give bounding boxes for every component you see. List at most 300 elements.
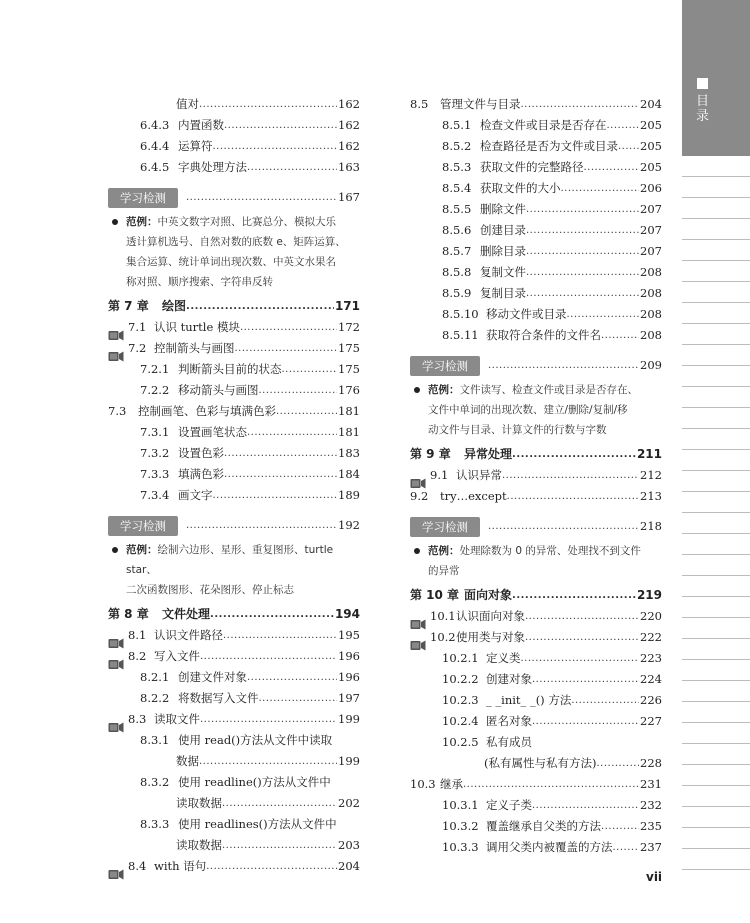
toc-entry-number: 10.1 bbox=[430, 609, 456, 623]
bullet-icon bbox=[112, 547, 118, 553]
toc-entry bbox=[410, 837, 662, 858]
leader-dots bbox=[222, 835, 337, 856]
toc-entry-page: 207 bbox=[640, 244, 662, 258]
toc-entry-number: 9.2 bbox=[410, 489, 429, 503]
toc-entry bbox=[108, 688, 360, 709]
toc-entry-number: 10.3.1 bbox=[442, 798, 479, 812]
chapter-heading bbox=[108, 296, 360, 317]
toc-entry bbox=[410, 115, 662, 136]
toc-entry bbox=[108, 317, 360, 338]
toc-entry-title: 将数据写入文件 bbox=[178, 691, 259, 705]
toc-entry-number: 10.2.1 bbox=[442, 651, 479, 665]
leader-dots bbox=[507, 486, 639, 507]
toc-entry bbox=[108, 136, 360, 157]
study-check-entry bbox=[410, 511, 662, 537]
toc-entry bbox=[108, 856, 360, 877]
leader-dots bbox=[463, 774, 639, 795]
toc-entry-title: 填满色彩 bbox=[178, 467, 224, 481]
toc-entry-page: 208 bbox=[640, 265, 662, 279]
toc-entry bbox=[410, 486, 662, 507]
toc-entry-title: 字典处理方法 bbox=[178, 160, 247, 174]
toc-entry-number: 8.5.10 bbox=[442, 307, 479, 321]
toc-entry-title: 检查路径是否为文件或目录 bbox=[480, 139, 618, 153]
toc-entry-number: 8.2.1 bbox=[140, 670, 170, 684]
toc-entry-page: 212 bbox=[640, 468, 662, 482]
toc-entry-number: 10.3.3 bbox=[442, 840, 479, 854]
toc-entry-number: 8.2 bbox=[128, 649, 147, 663]
leader-dots bbox=[613, 837, 640, 858]
toc-entry-number: 10.2.3 bbox=[442, 693, 479, 707]
toc-entry bbox=[108, 835, 360, 856]
toc-entry-page: 205 bbox=[640, 139, 662, 153]
toc-entry bbox=[410, 711, 662, 732]
toc-entry-page: 196 bbox=[338, 670, 360, 684]
toc-entry-number: 10.2 bbox=[430, 630, 456, 644]
toc-entry-title: 删除文件 bbox=[480, 202, 526, 216]
page-number: vii bbox=[646, 870, 663, 884]
leader-dots bbox=[213, 485, 338, 506]
toc-entry bbox=[108, 338, 360, 359]
toc-entry-title: 写入文件 bbox=[154, 649, 200, 663]
side-tab-label: 目录 bbox=[696, 94, 710, 124]
leader-dots bbox=[224, 115, 337, 136]
toc-entry-title: 私有成员 bbox=[486, 735, 532, 749]
toc-entry-title: 值对 bbox=[176, 97, 199, 111]
toc-entry bbox=[410, 465, 662, 486]
toc-entry-number: 6.4.5 bbox=[140, 160, 170, 174]
study-check-entry bbox=[108, 510, 360, 536]
chapter-page: 219 bbox=[636, 588, 662, 602]
toc-entry-number: 8.5 bbox=[410, 97, 429, 111]
leader-dots bbox=[532, 795, 639, 816]
toc-entry-page: 202 bbox=[338, 796, 360, 810]
example-block bbox=[108, 212, 360, 292]
toc-entry-page: 226 bbox=[640, 693, 662, 707]
example-block bbox=[410, 380, 662, 440]
chapter-page: 194 bbox=[334, 607, 360, 621]
toc-entry-title: 复制目录 bbox=[480, 286, 526, 300]
video-icon bbox=[410, 616, 426, 627]
toc-entry-page: 223 bbox=[640, 651, 662, 665]
toc-entry-number: 8.5.11 bbox=[442, 328, 479, 342]
toc-entry-title: 内置函数 bbox=[178, 118, 224, 132]
toc-entry-title: (私有属性与私有方法) bbox=[484, 756, 597, 770]
toc-entry bbox=[410, 795, 662, 816]
toc-entry-page: 222 bbox=[640, 630, 662, 644]
example-line: 中英文数字对照、比赛总分、模拟大乐 bbox=[157, 216, 336, 228]
toc-entry-number: 10.2.5 bbox=[442, 735, 479, 749]
toc-entry-title: 创建文件对象 bbox=[178, 670, 247, 684]
toc-entry bbox=[410, 304, 662, 325]
leader-dots bbox=[525, 606, 639, 627]
video-icon bbox=[410, 637, 426, 648]
toc-entry-page: 237 bbox=[640, 840, 662, 854]
toc-entry-page: 213 bbox=[640, 489, 662, 503]
toc-entry bbox=[410, 753, 662, 774]
leader-dots bbox=[186, 296, 334, 317]
bullet-icon bbox=[414, 387, 420, 393]
leader-dots bbox=[200, 709, 337, 730]
leader-dots bbox=[521, 648, 640, 669]
toc-entry bbox=[108, 814, 360, 835]
toc-entry-title: 认识文件路径 bbox=[154, 628, 223, 642]
study-check-badge: 学习检测 bbox=[108, 188, 178, 208]
leader-dots bbox=[206, 856, 337, 877]
toc-entry bbox=[108, 772, 360, 793]
toc-entry bbox=[410, 157, 662, 178]
example-line: 称对照、顺序搜索、字符串反转 bbox=[126, 276, 273, 288]
toc-entry-page: 228 bbox=[640, 756, 662, 770]
toc-entry-title: 判断箭头目前的状态 bbox=[178, 362, 282, 376]
example-line: 的异常 bbox=[428, 565, 460, 577]
leader-dots bbox=[186, 515, 337, 536]
toc-entry-number: 8.3 bbox=[128, 712, 147, 726]
toc-entry-page: 227 bbox=[640, 714, 662, 728]
toc-entry-number: 7.2.2 bbox=[140, 383, 170, 397]
leader-dots bbox=[607, 115, 640, 136]
toc-entry bbox=[410, 136, 662, 157]
leader-dots bbox=[224, 443, 337, 464]
example-label: 范例： bbox=[126, 544, 158, 556]
toc-entry bbox=[410, 732, 662, 753]
example-line: 动文件与目录、计算文件的行数与字数 bbox=[428, 424, 607, 436]
leader-dots bbox=[584, 157, 640, 178]
toc-entry-title: 管理文件与目录 bbox=[440, 97, 521, 111]
toc-entry-page: 220 bbox=[640, 609, 662, 623]
toc-entry-number: 9.1 bbox=[430, 468, 449, 482]
toc-entry-number: 6.4.4 bbox=[140, 139, 170, 153]
leader-dots bbox=[596, 753, 639, 774]
toc-entry-page: 204 bbox=[338, 859, 360, 873]
toc-entry-page: 199 bbox=[338, 754, 360, 768]
toc-entry bbox=[410, 648, 662, 669]
toc-entry bbox=[410, 669, 662, 690]
video-icon bbox=[108, 656, 124, 667]
example-label: 范例： bbox=[126, 216, 158, 228]
leader-dots bbox=[512, 585, 636, 606]
toc-entry bbox=[410, 199, 662, 220]
leader-dots bbox=[618, 136, 639, 157]
toc-entry-page: 184 bbox=[338, 467, 360, 481]
example-line: 文件中单词的出现次数、建立/删除/复制/移 bbox=[428, 404, 628, 416]
toc-entry-number: 8.3.3 bbox=[140, 817, 170, 831]
toc-entry-title: 获取文件的完整路径 bbox=[480, 160, 584, 174]
toc-entry-number: 8.3.1 bbox=[140, 733, 170, 747]
video-icon bbox=[108, 327, 124, 338]
leader-dots bbox=[259, 380, 338, 401]
example-label: 范例： bbox=[428, 545, 460, 557]
side-tab-band bbox=[682, 0, 750, 156]
toc-entry-title: 认识 turtle 模块 bbox=[154, 320, 240, 334]
study-check-page: 218 bbox=[640, 519, 662, 533]
leader-dots bbox=[525, 627, 639, 648]
chapter-page: 211 bbox=[636, 447, 662, 461]
toc-entry bbox=[108, 464, 360, 485]
chapter-title: 绘图 bbox=[162, 299, 187, 313]
toc-entry bbox=[108, 667, 360, 688]
study-check-page: 167 bbox=[338, 190, 360, 204]
toc-entry-page: 232 bbox=[640, 798, 662, 812]
toc-entry bbox=[108, 625, 360, 646]
toc-entry-title: 获取符合条件的文件名 bbox=[486, 328, 601, 342]
toc-entry-page: 162 bbox=[338, 139, 360, 153]
leader-dots bbox=[276, 401, 337, 422]
toc-entry-number: 7.2.1 bbox=[140, 362, 170, 376]
toc-entry-page: 204 bbox=[640, 97, 662, 111]
leader-dots bbox=[601, 325, 639, 346]
toc-entry-number: 8.4 bbox=[128, 859, 147, 873]
toc-entry-page: 208 bbox=[640, 328, 662, 342]
chapter-title: 异常处理 bbox=[464, 447, 513, 461]
chapter-number: 第 7 章 bbox=[108, 299, 149, 313]
toc-entry-page: 208 bbox=[640, 307, 662, 321]
toc-entry-title: 使用 readlines()方法从文件中 bbox=[178, 817, 337, 831]
toc-right-column bbox=[410, 94, 662, 858]
leader-dots bbox=[488, 516, 639, 537]
leader-dots bbox=[526, 283, 639, 304]
toc-entry bbox=[108, 793, 360, 814]
toc-entry-page: 181 bbox=[338, 404, 360, 418]
toc-entry bbox=[108, 709, 360, 730]
toc-entry-title: 删除目录 bbox=[480, 244, 526, 258]
toc-entry-number: 7.3.1 bbox=[140, 425, 170, 439]
toc-entry-page: 231 bbox=[640, 777, 662, 791]
toc-entry-number: 10.2.4 bbox=[442, 714, 479, 728]
leader-dots bbox=[213, 136, 338, 157]
toc-entry-number: 8.5.3 bbox=[442, 160, 472, 174]
leader-dots bbox=[512, 444, 636, 465]
toc-entry-page: 208 bbox=[640, 286, 662, 300]
toc-entry-page: 207 bbox=[640, 223, 662, 237]
toc-entry-title: 调用父类内被覆盖的方法 bbox=[486, 840, 613, 854]
toc-entry-page: 197 bbox=[338, 691, 360, 705]
toc-left-column bbox=[108, 94, 360, 877]
toc-entry bbox=[410, 94, 662, 115]
study-check-entry bbox=[108, 182, 360, 208]
toc-entry-title: 设置色彩 bbox=[178, 446, 224, 460]
toc-entry bbox=[410, 774, 662, 795]
toc-entry-page: 235 bbox=[640, 819, 662, 833]
toc-entry bbox=[108, 401, 360, 422]
toc-entry-title: 继承 bbox=[440, 777, 463, 791]
toc-entry-number: 8.5.8 bbox=[442, 265, 472, 279]
side-tab bbox=[682, 0, 750, 923]
toc-entry-number: 7.3 bbox=[108, 404, 127, 418]
leader-dots bbox=[223, 625, 337, 646]
example-line: 绘制六边形、星形、重复图形、turtle star、 bbox=[126, 544, 334, 576]
toc-entry-number: 8.1 bbox=[128, 628, 147, 642]
toc-entry-page: 189 bbox=[338, 488, 360, 502]
toc-entry-number: 8.5.9 bbox=[442, 286, 472, 300]
toc-entry-page: 162 bbox=[338, 118, 360, 132]
toc-entry-page: 199 bbox=[338, 712, 360, 726]
toc-entry-number: 6.4.3 bbox=[140, 118, 170, 132]
toc-entry-title: 数据 bbox=[176, 754, 199, 768]
toc-entry bbox=[410, 606, 662, 627]
toc-entry-number: 7.2 bbox=[128, 341, 147, 355]
toc-entry-title: 控制箭头与画图 bbox=[154, 341, 235, 355]
toc-entry bbox=[410, 178, 662, 199]
toc-entry-title: 覆盖继承自父类的方法 bbox=[486, 819, 601, 833]
toc-entry-title: 运算符 bbox=[178, 139, 213, 153]
toc-entry-title: 使用 readline()方法从文件中 bbox=[178, 775, 331, 789]
toc-entry-title: 控制画笔、色彩与填满色彩 bbox=[138, 404, 276, 418]
example-line: 集合运算、统计单词出现次数、中英文水果名 bbox=[126, 256, 336, 268]
toc-entry-number: 8.3.2 bbox=[140, 775, 170, 789]
toc-entry-page: 196 bbox=[338, 649, 360, 663]
leader-dots bbox=[526, 199, 639, 220]
toc-entry-title: 创建对象 bbox=[486, 672, 532, 686]
toc-entry-title: 认识异常 bbox=[456, 468, 502, 482]
toc-entry bbox=[108, 646, 360, 667]
toc-entry-title: 移动文件或目录 bbox=[486, 307, 567, 321]
study-check-badge: 学习检测 bbox=[410, 356, 480, 376]
toc-entry-page: 206 bbox=[640, 181, 662, 195]
toc-entry-title: 使用 read()方法从文件中读取 bbox=[178, 733, 333, 747]
chapter-number: 第 9 章 bbox=[410, 447, 451, 461]
toc-entry-number: 8.5.2 bbox=[442, 139, 472, 153]
chapter-heading bbox=[410, 444, 662, 465]
leader-dots bbox=[186, 187, 337, 208]
toc-entry-title: 读取文件 bbox=[154, 712, 200, 726]
chapter-heading bbox=[410, 585, 662, 606]
example-line: 处理除数为 0 的异常、处理找不到文件 bbox=[459, 545, 641, 557]
leader-dots bbox=[200, 646, 337, 667]
toc-entry-title: 复制文件 bbox=[480, 265, 526, 279]
toc-entry-number: 8.5.6 bbox=[442, 223, 472, 237]
toc-entry-title: with 语句 bbox=[154, 859, 207, 873]
example-line: 二次函数图形、花朵图形、停止标志 bbox=[126, 584, 294, 596]
chapter-heading bbox=[108, 604, 360, 625]
toc-entry bbox=[108, 730, 360, 751]
leader-dots bbox=[561, 178, 640, 199]
video-icon bbox=[108, 866, 124, 877]
toc-entry bbox=[410, 241, 662, 262]
toc-entry-page: 203 bbox=[338, 838, 360, 852]
leader-dots bbox=[235, 338, 338, 359]
leader-dots bbox=[526, 241, 639, 262]
example-block bbox=[108, 540, 360, 600]
toc-entry-page: 181 bbox=[338, 425, 360, 439]
leader-dots bbox=[282, 359, 338, 380]
chapter-title: 面向对象 bbox=[464, 588, 513, 602]
example-line: 文件读写、检查文件或目录是否存在、 bbox=[459, 384, 638, 396]
toc-entry bbox=[410, 283, 662, 304]
toc-entry-title: try…except bbox=[440, 489, 507, 503]
toc-entry-number: 7.3.3 bbox=[140, 467, 170, 481]
toc-entry-title: 定义子类 bbox=[486, 798, 532, 812]
toc-entry-title: 匿名对象 bbox=[486, 714, 532, 728]
leader-dots bbox=[526, 262, 639, 283]
leader-dots bbox=[259, 688, 338, 709]
toc-entry-title: 画文字 bbox=[178, 488, 213, 502]
toc-entry-title: 获取文件的大小 bbox=[480, 181, 561, 195]
leader-dots bbox=[199, 751, 337, 772]
example-block bbox=[410, 541, 662, 581]
toc-entry-page: 205 bbox=[640, 118, 662, 132]
toc-entry-title: 使用类与对象 bbox=[456, 630, 525, 644]
toc-entry bbox=[108, 115, 360, 136]
toc-entry-number: 8.5.1 bbox=[442, 118, 472, 132]
toc-entry-title: 移动箭头与画图 bbox=[178, 383, 259, 397]
toc-entry bbox=[410, 816, 662, 837]
leader-dots bbox=[532, 711, 639, 732]
toc-entry-number: 10.3.2 bbox=[442, 819, 479, 833]
side-tab-rules bbox=[682, 156, 750, 876]
video-icon bbox=[108, 719, 124, 730]
toc-entry-number: 8.5.5 bbox=[442, 202, 472, 216]
toc-entry-title: 创建目录 bbox=[480, 223, 526, 237]
toc-entry-number: 7.1 bbox=[128, 320, 147, 334]
video-icon bbox=[410, 475, 426, 486]
chapter-title: 文件处理 bbox=[162, 607, 211, 621]
leader-dots bbox=[526, 220, 639, 241]
leader-dots bbox=[247, 157, 337, 178]
toc-entry-title: _ _init_ _() 方法 bbox=[486, 693, 572, 707]
toc-entry-page: 172 bbox=[338, 320, 360, 334]
toc-entry-number: 8.5.7 bbox=[442, 244, 472, 258]
study-check-badge: 学习检测 bbox=[410, 517, 480, 537]
chapter-page: 171 bbox=[334, 299, 360, 313]
toc-entry bbox=[108, 157, 360, 178]
toc-entry bbox=[108, 380, 360, 401]
toc-entry-title: 认识面向对象 bbox=[456, 609, 525, 623]
toc-entry-title: 检查文件或目录是否存在 bbox=[480, 118, 607, 132]
leader-dots bbox=[567, 304, 640, 325]
toc-entry-number: 8.2.2 bbox=[140, 691, 170, 705]
toc-entry bbox=[108, 94, 360, 115]
toc-entry-page: 176 bbox=[338, 383, 360, 397]
video-icon bbox=[108, 635, 124, 646]
toc-entry-title: 读取数据 bbox=[176, 796, 222, 810]
chapter-number: 第 8 章 bbox=[108, 607, 149, 621]
toc-entry bbox=[108, 485, 360, 506]
toc-entry-number: 7.3.4 bbox=[140, 488, 170, 502]
leader-dots bbox=[521, 94, 640, 115]
toc-entry bbox=[410, 627, 662, 648]
toc-entry-page: 205 bbox=[640, 160, 662, 174]
leader-dots bbox=[571, 690, 639, 711]
toc-entry-page: 163 bbox=[338, 160, 360, 174]
toc-entry bbox=[108, 422, 360, 443]
toc-entry-page: 162 bbox=[338, 97, 360, 111]
toc-entry bbox=[108, 751, 360, 772]
leader-dots bbox=[240, 317, 337, 338]
toc-entry-title: 定义类 bbox=[486, 651, 521, 665]
bullet-icon bbox=[414, 548, 420, 554]
study-check-badge: 学习检测 bbox=[108, 516, 178, 536]
toc-entry-page: 195 bbox=[338, 628, 360, 642]
toc-entry-number: 8.5.4 bbox=[442, 181, 472, 195]
leader-dots bbox=[247, 667, 337, 688]
toc-entry-page: 175 bbox=[338, 341, 360, 355]
chapter-number: 第 10 章 bbox=[410, 588, 460, 602]
toc-entry bbox=[108, 359, 360, 380]
example-label: 范例： bbox=[428, 384, 460, 396]
toc-entry-number: 7.3.2 bbox=[140, 446, 170, 460]
study-check-page: 209 bbox=[640, 358, 662, 372]
toc-entry-page: 183 bbox=[338, 446, 360, 460]
toc-entry-page: 224 bbox=[640, 672, 662, 686]
leader-dots bbox=[502, 465, 639, 486]
toc-entry-title: 设置画笔状态 bbox=[178, 425, 247, 439]
toc-entry bbox=[108, 443, 360, 464]
leader-dots bbox=[247, 422, 337, 443]
toc-entry bbox=[410, 325, 662, 346]
leader-dots bbox=[199, 94, 337, 115]
toc-entry bbox=[410, 690, 662, 711]
square-icon bbox=[697, 78, 708, 89]
